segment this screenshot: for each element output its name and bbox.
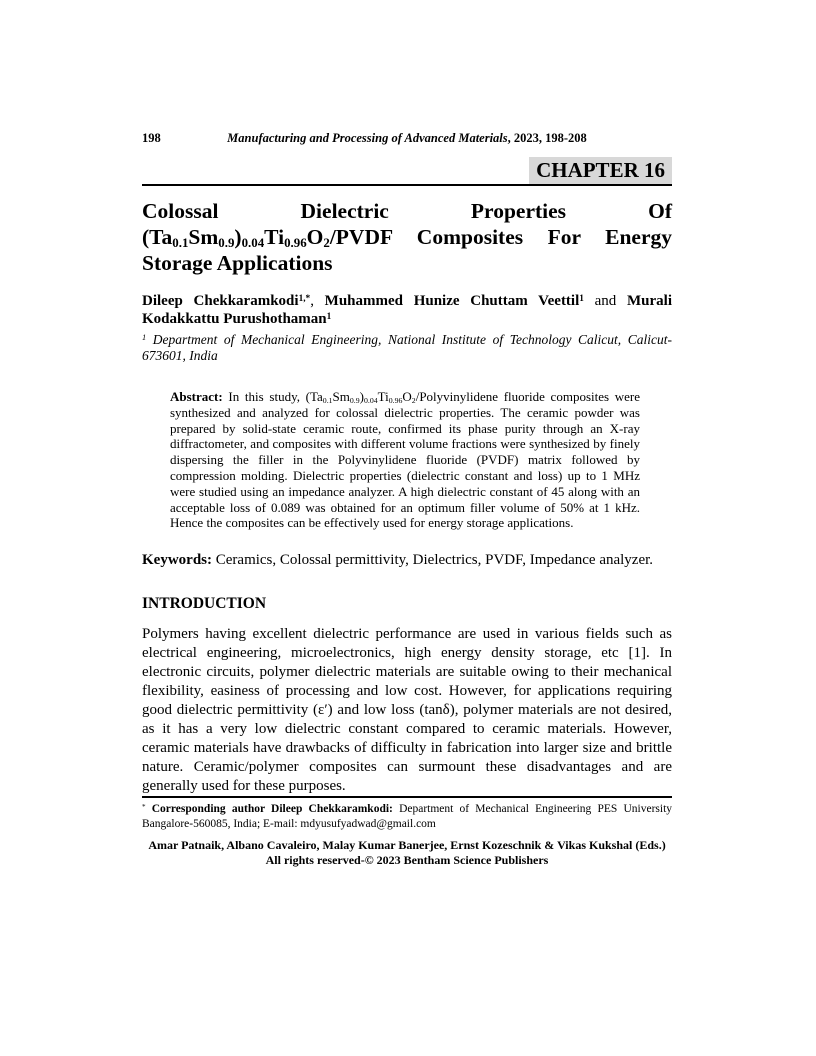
introduction-heading: INTRODUCTION: [142, 595, 267, 613]
running-title-journal: Manufacturing and Processing of Advanced Materials: [227, 131, 508, 145]
chapter-row: [142, 157, 672, 184]
footnote: [142, 796, 672, 832]
chapter-title: Colossal Dielectric Properties Of $(Ta_{0.1}Sm_{0.9})_{0.04}Ti_{0.96}O_2$/PVDF Composites For Energy Storage Applications: [142, 199, 672, 275]
abstract-text: In this study, $(Ta_{0.1}Sm_{0.9})_{0.04}Ti_{0.96}O_2$/Polyvinylidene fluoride composites were synthesized and analyzed for colossal dielectric properties. The ceramic powder was prepared by solid-state ceramic route, confirmed its phase purity through an X-ray diffractometer, and composites with different volume fractions were synthesized by finely dispersing the filler in the Polyvinylidene fluoride (PVDF) matrix followed by compression molding. Dielectric properties (dielectric constant and loss) up to 1 MHz were studied using an impedance analyzer. A high dielectric constant of 45 along with an acceptable loss of 0.089 was obtained for an optimum filler volume of 50% at 1 kHz. Hence the composites can be effectively used for energy storage applications.: [170, 389, 640, 531]
page-number: 198: [142, 131, 161, 145]
affiliation-marker: 1: [142, 333, 147, 343]
header-divider: [142, 184, 672, 186]
author-2-name: Muhammed Hunize Chuttam Veettil: [324, 293, 580, 309]
author-1-affil-marker: 1,*: [298, 293, 311, 304]
author-1: [142, 293, 310, 309]
imprint-rights: All rights reserved-© 2023 Bentham Science Publishers: [265, 853, 549, 868]
author-1-name: Dileep Chekkaramkodi: [142, 293, 299, 309]
affiliation: [142, 332, 672, 363]
running-title-suffix: , 2023, 198-208: [507, 131, 587, 145]
abstract-label: Abstract:: [170, 389, 223, 404]
abstract: [170, 389, 640, 531]
author-3-affil-marker: 1: [326, 311, 332, 322]
keywords: [142, 550, 672, 570]
imprint-editors: Amar Patnaik, Albano Cavaleiro, Malay Kumar Banerjee, Ernst Kozeschnik & Vikas Kukshal (Eds.): [148, 838, 666, 853]
footnote-marker: *: [142, 802, 146, 811]
keywords-text: Ceramics, Colossal permittivity, Dielectrics, PVDF, Impedance analyzer.: [215, 552, 654, 569]
chapter-badge: CHAPTER 16: [529, 157, 672, 184]
author-3-name: Murali Kodakkattu Purushothaman: [142, 293, 673, 327]
running-title: [142, 131, 672, 146]
introduction-paragraph: Polymers having excellent dielectric performance are used in various fields such as electrical engineering, microelectronics, high energy density storage, etc [1]. In electronic circuits, polymer dielectric materials are suitable owing to their mechanical flexibility, easiness of processing and low cost. However, for applications requiring good dielectric permittivity (ε′) and low loss (tanδ), polymer materials are not desired, as it has a very low dielectric constant compared to ceramic materials. However, ceramic materials have drawbacks of difficulty in fabrication into larger size and brittle nature. Ceramic/polymer composites can surmount these disadvantages and are generally used for these purposes.: [142, 626, 672, 795]
authors-line: [142, 292, 672, 328]
imprint: [142, 838, 672, 868]
keywords-label: Keywords:: [142, 552, 212, 569]
author-2: [325, 293, 584, 309]
affiliation-text: Department of Mechanical Engineering, National Institute of Technology Calicut, Calicut-673601, India: [142, 332, 673, 363]
author-separator-2: and: [583, 293, 628, 309]
author-2-affil-marker: 1: [579, 293, 584, 304]
author-separator-1: ,: [310, 293, 325, 309]
footnote-text: Department of Mechanical Engineering PES University Bangalore-560085, India; E-mail: mdyusufyadwad@gmail.com: [142, 803, 673, 831]
footnote-bold: Corresponding author Dileep Chekkaramkodi:: [151, 803, 393, 816]
page-header: [142, 131, 672, 145]
